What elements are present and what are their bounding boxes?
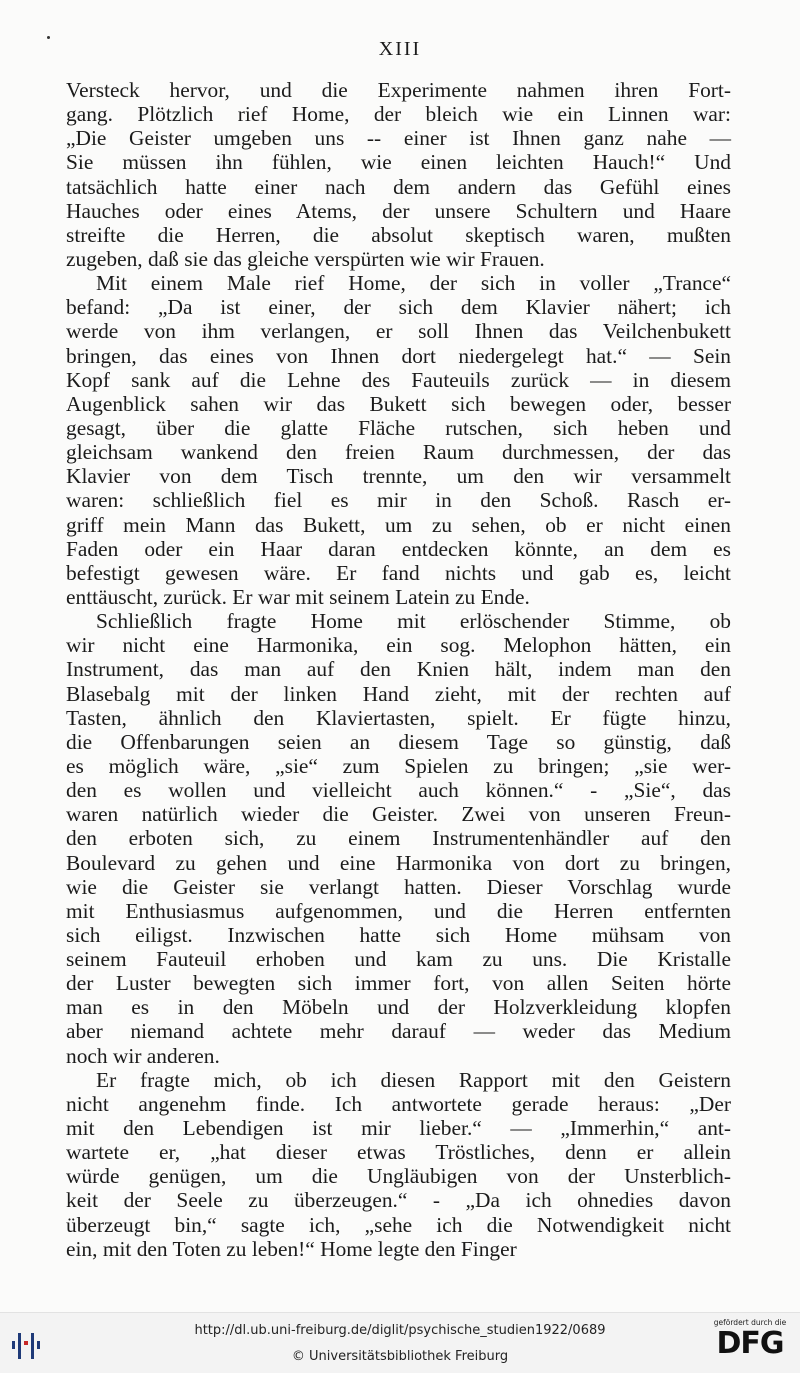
text-line: wie die Geister sie verlangt hatten. Dieser Vorschlag wurde xyxy=(66,874,731,899)
text-line: Klavier von dem Tisch trennte, um den wir versammelt xyxy=(66,464,731,489)
text-line: noch wir anderen. xyxy=(66,1043,220,1068)
text-line: überzeugt bin,“ sagte ich, „sehe ich die Notwendigkeit nicht xyxy=(66,1212,731,1237)
text-line: seinem Fauteuil erhoben und kam zu uns. Die Kristalle xyxy=(66,947,731,972)
text-line: man es in den Möbeln und der Holzverkleidung klopfen xyxy=(66,995,731,1020)
text-line: gang. Plötzlich rief Home, der bleich wie ein Linnen war: xyxy=(66,102,731,127)
copyright-notice: © Universitätsbibliothek Freiburg xyxy=(291,1349,509,1364)
paragraph xyxy=(66,78,731,271)
text-line: nicht angenehm finde. Ich antwortete gerade heraus: „Der xyxy=(66,1091,731,1116)
text-line: waren natürlich wieder die Geister. Zwei von unseren Freun- xyxy=(66,802,731,827)
text-line: die Offenbarungen seien an diesem Tage so günstig, daß xyxy=(66,729,731,754)
text-line: waren: schließlich fiel es mir in den Schoß. Rasch er- xyxy=(66,488,731,513)
text-line: gesagt, über die glatte Fläche rutschen, sich heben und xyxy=(66,415,731,440)
viewer-footer xyxy=(0,1312,800,1373)
text-line: wartete er, „hat dieser etwas Tröstliches, denn er allein xyxy=(66,1140,731,1165)
text-line: Kopf sank auf die Lehne des Fauteuils zurück — in diesem xyxy=(66,367,731,392)
text-line: den erboten sich, zu einem Instrumentenhändler auf den xyxy=(66,826,731,851)
text-line: Instrument, das man auf den Knien hält, indem man den xyxy=(66,657,731,682)
text-line: aber niemand achtete mehr darauf — weder das Medium xyxy=(66,1019,731,1044)
text-line: tatsächlich hatte einer nach dem andern das Gefühl eines xyxy=(66,174,731,199)
text-line: Augenblick sahen wir das Bukett sich bewegen oder, besser xyxy=(66,391,731,416)
text-line: bringen, das eines von Ihnen dort niedergelegt hat.“ — Sein xyxy=(66,343,731,368)
dfg-logo-text: DFG xyxy=(716,1326,784,1361)
text-line: der Luster bewegten sich immer fort, von allen Seiten hörte xyxy=(66,971,731,996)
dfg-caption: gefördert durch die xyxy=(713,1318,787,1327)
text-line: Er fragte mich, ob ich diesen Rapport mit den Geistern xyxy=(96,1067,731,1092)
text-line: Boulevard zu gehen und eine Harmonika von dort zu bringen, xyxy=(66,850,731,875)
text-line: mit Enthusiasmus aufgenommen, und die Herren entfernten xyxy=(66,898,731,923)
text-line: werde von ihm verlangen, er soll Ihnen das Veilchenbukett xyxy=(66,319,731,344)
text-line: Blasebalg mit der linken Hand zieht, mit der rechten auf xyxy=(66,681,731,706)
text-line: keit der Seele zu überzeugen.“ - „Da ich ohnedies davon xyxy=(66,1188,731,1213)
text-line: enttäuscht, zurück. Er war mit seinem Latein zu Ende. xyxy=(66,584,530,609)
paragraph xyxy=(66,271,731,609)
text-line: mit den Lebendigen ist mir lieber.“ — „Immerhin,“ ant- xyxy=(66,1116,731,1141)
text-line: sich eiligst. Inzwischen hatte sich Home mühsam von xyxy=(66,922,731,947)
text-line: den es wollen und vielleicht auch können.“ - „Sie“, das xyxy=(66,778,731,803)
text-line: würde genügen, um die Ungläubigen von der Unsterblich- xyxy=(66,1164,731,1189)
text-line: Schließlich fragte Home mit erlöschender Stimme, ob xyxy=(96,609,731,634)
text-line: streifte die Herren, die absolut skeptisch waren, mußten xyxy=(66,222,731,247)
text-line: griff mein Mann das Bukett, um zu sehen, ob er nicht einen xyxy=(66,512,731,537)
text-line: zugeben, daß sie das gleiche verspürten wie wir Frauen. xyxy=(66,246,545,271)
text-line: Sie müssen ihn fühlen, wie einen leichten Hauch!“ Und xyxy=(66,150,731,175)
text-line: Hauches oder eines Atems, der unsere Schultern und Haare xyxy=(66,198,731,223)
text-line: Faden oder ein Haar daran entdecken könnte, an dem es xyxy=(66,536,731,561)
text-line: gleichsam wankend den freien Raum durchmessen, der das xyxy=(66,440,731,465)
paragraph xyxy=(66,609,731,1068)
text-line: befand: „Da ist einer, der sich dem Klavier nähert; ich xyxy=(66,295,731,320)
text-line: wir nicht eine Harmonika, ein sog. Melophon hätten, ein xyxy=(66,633,731,658)
text-line: Mit einem Male rief Home, der sich in voller „Trance“ xyxy=(96,271,731,296)
text-line: „Die Geister umgeben uns -- einer ist Ihnen ganz nahe — xyxy=(66,126,731,151)
paragraph xyxy=(66,1068,731,1261)
text-line: Versteck hervor, und die Experimente nahmen ihren Fort- xyxy=(66,78,731,102)
text-line: ein, mit den Toten zu leben!“ Home legte den Finger xyxy=(66,1236,517,1261)
text-line: Tasten, ähnlich den Klaviertasten, spielt. Er fügte hinzu, xyxy=(66,705,731,730)
dfg-funding-logo xyxy=(708,1318,792,1361)
text-line: befestigt gewesen wäre. Er fand nichts und gab es, leicht xyxy=(66,560,731,585)
body-text xyxy=(66,78,731,1261)
text-line: es möglich wäre, „sie“ zum Spielen zu bringen; „sie wer- xyxy=(66,753,731,778)
source-url-link[interactable]: http://dl.ub.uni-freiburg.de/diglit/psychische_studien1922/0689 xyxy=(194,1323,606,1338)
page-number: XIII xyxy=(378,38,422,60)
